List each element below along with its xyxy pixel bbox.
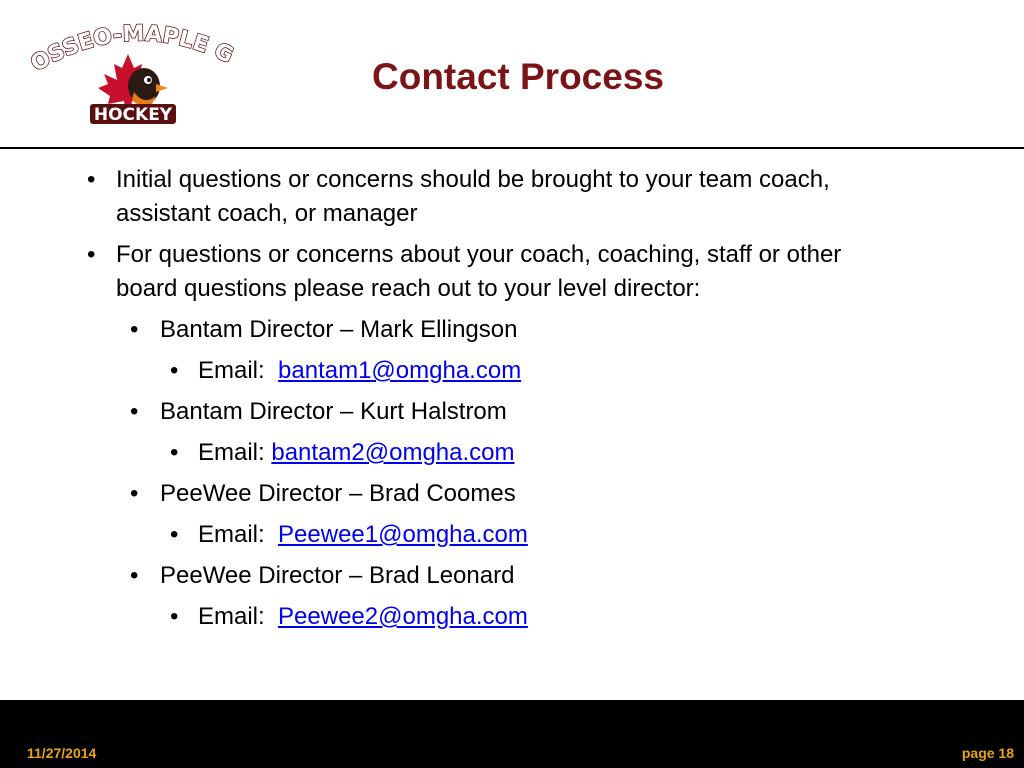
email-line xyxy=(198,354,521,388)
logo-bottom-text: HOCKEY xyxy=(93,105,173,125)
email-link-peewee1[interactable]: Peewee1@omgha.com xyxy=(278,521,528,548)
bullet-dot: • xyxy=(130,562,139,589)
bullet-dot: • xyxy=(130,316,139,343)
director-name: PeeWee Director – Brad Leonard xyxy=(160,562,515,589)
footer-bar xyxy=(0,700,1024,768)
bullet-text: board questions please reach out to your level director: xyxy=(116,275,701,302)
email-line xyxy=(198,600,528,634)
bullet-text: For questions or concerns about your coach, coaching, staff or other xyxy=(116,241,842,268)
bullet-dot: • xyxy=(170,521,179,548)
bullet-dot: • xyxy=(170,357,179,384)
bullet-text: Initial questions or concerns should be brought to your team coach, xyxy=(116,166,830,193)
director-name: Bantam Director – Mark Ellingson xyxy=(160,316,518,343)
logo-top-text: OSSEO-MAPLE xyxy=(26,21,212,78)
email-label: Email: xyxy=(198,603,265,630)
director-name: Bantam Director – Kurt Halstrom xyxy=(160,398,507,425)
email-link-peewee2[interactable]: Peewee2@omgha.com xyxy=(278,603,528,630)
email-link-bantam1[interactable]: bantam1@omgha.com xyxy=(278,357,522,384)
slide-title: Contact Process xyxy=(372,56,664,97)
email-link-bantam2[interactable]: bantam2@omgha.com xyxy=(271,439,515,466)
footer-date: 11/27/2014 xyxy=(27,745,97,761)
email-line xyxy=(198,436,515,470)
bullet-dot: • xyxy=(87,166,96,193)
email-label: Email: xyxy=(198,357,265,384)
email-line xyxy=(198,518,528,552)
bullet-text: assistant coach, or manager xyxy=(116,200,418,227)
bullet-dot: • xyxy=(170,439,179,466)
email-label: Email: xyxy=(198,439,265,466)
bullet-dot: • xyxy=(130,480,139,507)
email-label: Email: xyxy=(198,521,265,548)
director-name: PeeWee Director – Brad Coomes xyxy=(160,480,516,507)
page-number: page 18 xyxy=(961,745,1014,761)
bullet-dot: • xyxy=(87,241,96,268)
bullet-dot: • xyxy=(170,603,179,630)
bullet-dot: • xyxy=(130,398,139,425)
